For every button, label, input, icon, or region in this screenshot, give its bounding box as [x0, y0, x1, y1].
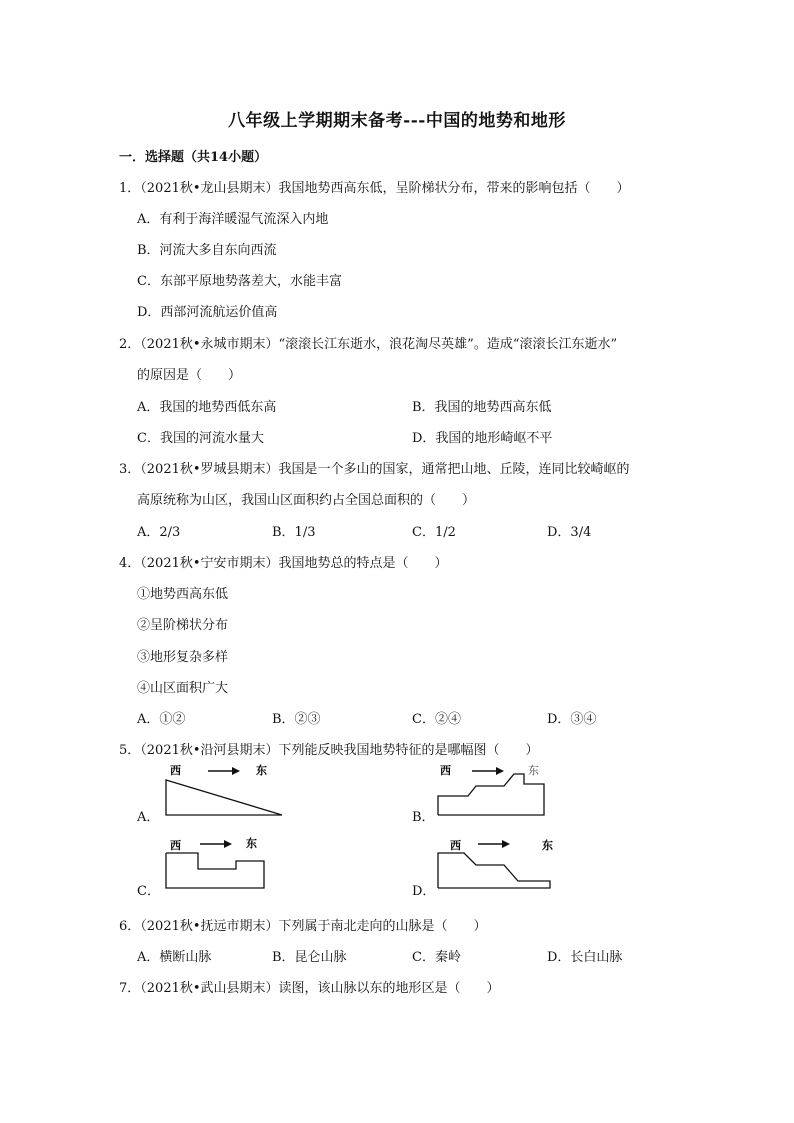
- question-5-stem: 5．（2021秋•沿河县期末）下列能反映我国地势特征的是哪幅图（ ）: [119, 743, 539, 758]
- question-4-option-d: D．③④: [547, 712, 597, 727]
- question-3-stem-line2: 高原统称为山区，我国山区面积约占全国总面积的（ ）: [137, 493, 476, 508]
- figure-c-terrain-profile: [160, 835, 290, 893]
- question-2-stem-line1: 2．（2021秋•永城市期末）“滚滚长江东逝水，浪花淘尽英雄”。造成“滚滚长江东逝水”: [119, 337, 618, 352]
- question-3-option-b: B．1/3: [272, 525, 316, 540]
- question-1-option-d: D．西部河流航运价值高: [137, 305, 278, 320]
- figure-b-terrain-profile: [434, 762, 554, 820]
- question-6-stem: 6．（2021秋•抚远市期末）下列属于南北走向的山脉是（ ）: [119, 919, 487, 934]
- question-1-option-c: C．东部平原地势落差大，水能丰富: [137, 274, 342, 289]
- question-3-option-c: C．1/2: [412, 525, 456, 540]
- figure-a-label: A．: [137, 810, 160, 825]
- question-1-stem: 1．（2021秋•龙山县期末）我国地势西高东低，呈阶梯状分布，带来的影响包括（ ）: [119, 181, 630, 196]
- figure-d-terrain-profile: [434, 835, 558, 893]
- question-4-option-a: A．①②: [137, 712, 186, 727]
- question-3-stem-line1: 3．（2021秋•罗城县期末）我国是一个多山的国家，通常把山地、丘陵，连同比较崎岖的: [119, 462, 630, 477]
- question-2-option-c: C．我国的河流水量大: [137, 431, 264, 446]
- question-3-option-a: A．2/3: [137, 525, 181, 540]
- figure-c-label: C．: [137, 884, 160, 899]
- question-7-stem: 7．（2021秋•武山县期末）读图，该山脉以东的地形区是（ ）: [119, 981, 500, 996]
- question-1-option-b: B．河流大多自东向西流: [137, 243, 277, 258]
- figure-d-label: D．: [412, 884, 436, 899]
- question-4-item-2: ②呈阶梯状分布: [137, 618, 229, 633]
- figure-b-east-label: 东: [528, 764, 539, 777]
- question-4-item-3: ③地形复杂多样: [137, 650, 229, 665]
- question-4-option-b: B．②③: [272, 712, 321, 727]
- question-2-option-d: D．我国的地形崎岖不平: [412, 431, 553, 446]
- question-2-option-a: A．我国的地势西低东高: [137, 400, 277, 415]
- question-6-option-c: C．秦岭: [412, 950, 461, 965]
- figure-a-east-label: 东: [256, 764, 267, 777]
- question-2-stem-line2: 的原因是（ ）: [137, 368, 242, 383]
- figure-b-west-label: 西: [440, 764, 451, 777]
- page-title: 八年级上学期期末备考---中国的地势和地形: [228, 111, 566, 131]
- question-3-option-d: D．3/4: [547, 525, 592, 540]
- figure-c-west-label: 西: [170, 839, 181, 852]
- figure-d-west-label: 西: [450, 839, 461, 852]
- question-6-option-d: D．长白山脉: [547, 950, 623, 965]
- question-4-item-4: ④山区面积广大: [137, 681, 229, 696]
- figure-b-label: B．: [412, 810, 435, 825]
- question-1-option-a: A．有利于海洋暖湿气流深入内地: [137, 212, 329, 227]
- question-4-option-c: C．②④: [412, 712, 461, 727]
- figure-a-west-label: 西: [170, 764, 181, 777]
- figure-c-east-label: 东: [246, 837, 257, 850]
- figure-a-terrain-profile: [160, 762, 290, 820]
- question-4-stem: 4．（2021秋•宁安市期末）我国地势总的特点是（ ）: [119, 556, 448, 571]
- section-heading: 一．选择题（共14小题）: [119, 150, 268, 165]
- question-4-item-1: ①地势西高东低: [137, 587, 229, 602]
- question-6-option-b: B．昆仑山脉: [272, 950, 347, 965]
- question-2-option-b: B．我国的地势西高东低: [412, 400, 552, 415]
- figure-d-east-label: 东: [542, 839, 553, 852]
- question-6-option-a: A．横断山脉: [137, 950, 212, 965]
